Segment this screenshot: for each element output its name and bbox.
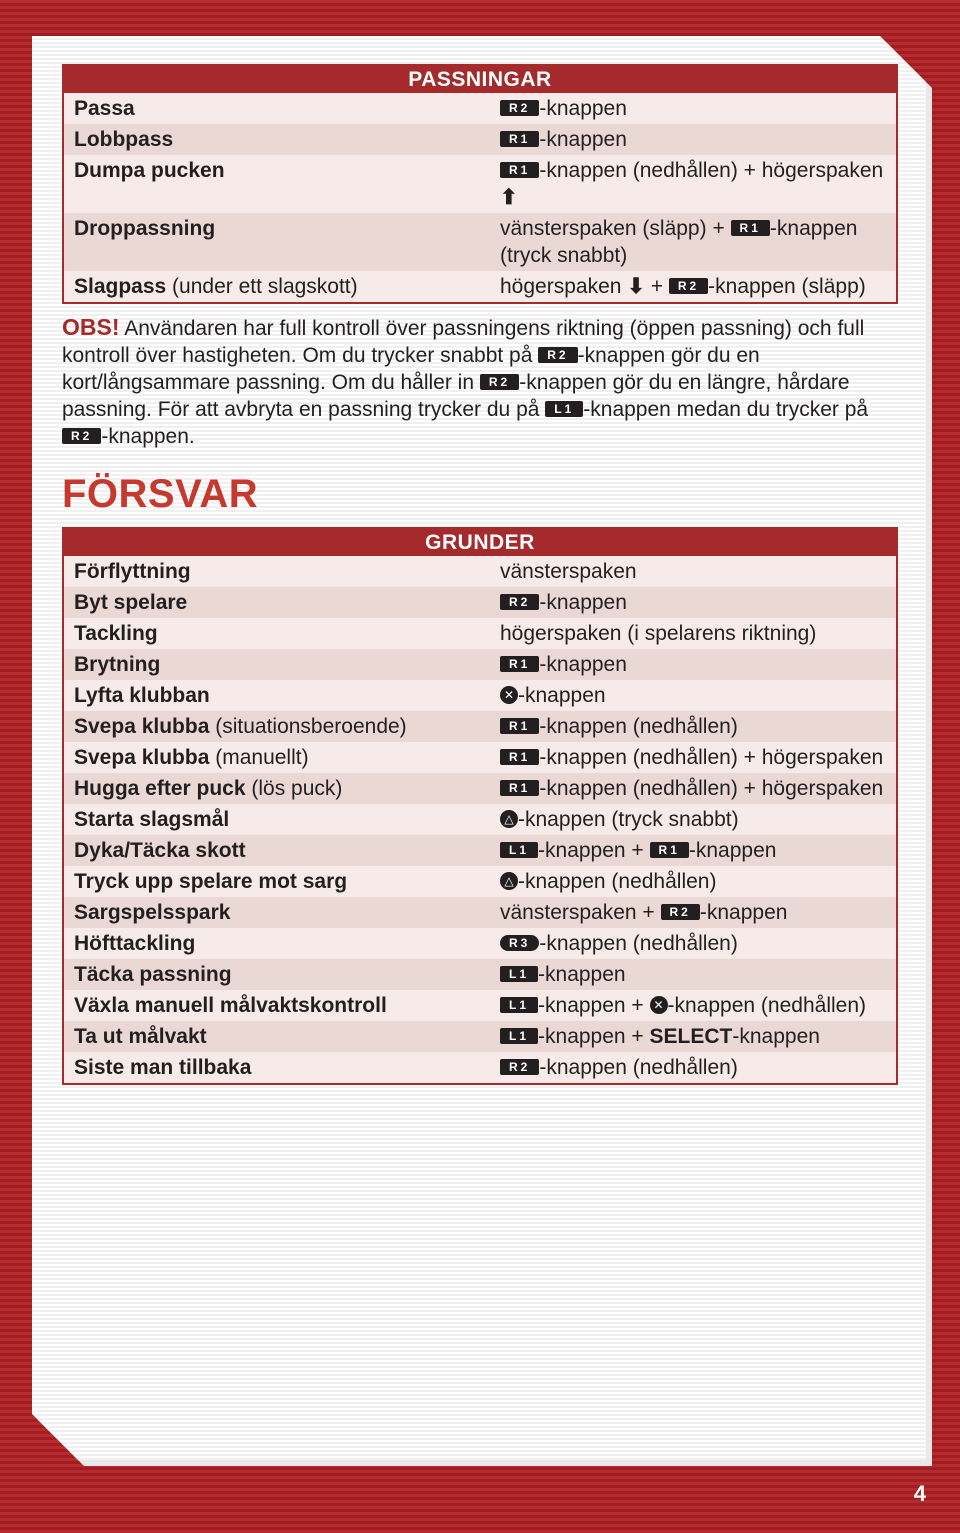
control-cell: R3 -knappen (nedhållen) xyxy=(490,928,897,959)
defense-table xyxy=(62,527,898,1085)
control-cell: △ -knappen (nedhållen) xyxy=(490,866,897,897)
action-name: Lyfta klubban xyxy=(74,684,210,707)
action-cell: Hugga efter puck (lös puck) xyxy=(63,773,490,804)
control-cell: högerspaken (i spelarens riktning) xyxy=(490,618,897,649)
action-cell xyxy=(63,897,490,928)
action-cell xyxy=(63,1052,490,1084)
control-cell: L1 -knappen + ✕ -knappen (nedhållen) xyxy=(490,990,897,1021)
button-l1-icon: L1 xyxy=(545,401,583,417)
table-row xyxy=(63,1021,897,1052)
control-cell: vänsterspaken + R2 -knappen xyxy=(490,897,897,928)
action-name: Hugga efter puck xyxy=(74,777,246,800)
button-l1-icon: L1 xyxy=(500,997,538,1013)
action-name: Tryck upp spelare mot sarg xyxy=(74,870,348,893)
control-cell: R1 -knappen (nedhållen) + högerspaken ⬆ xyxy=(490,155,897,213)
button-l1-icon: L1 xyxy=(500,842,538,858)
arrow-up-icon: ⬆ xyxy=(500,186,518,209)
control-cell: R2 -knappen xyxy=(490,587,897,618)
control-cell: L1 -knappen + SELECT-knappen xyxy=(490,1021,897,1052)
button-r2-icon: R2 xyxy=(500,594,539,610)
action-name: Växla manuell målvaktskontroll xyxy=(74,994,387,1017)
control-cell: högerspaken ⬇ + R2 -knappen (släpp) xyxy=(490,271,897,303)
button-r3-icon: R3 xyxy=(500,935,539,951)
action-cell xyxy=(63,835,490,866)
control-cell: R1 -knappen xyxy=(490,649,897,680)
triangle-button-icon: △ xyxy=(500,810,518,828)
obs-note: OBS! Användaren har full kontroll över passningens riktning (öppen passning) och full kontroll över hastigheten. Om du trycker snabbt på R2 -knappen gör du en kort/långsammare passning. Om du håller in R2 -knappen gör du en längre, hårdare passning. För att avbryta en passning trycker du på L1 -knappen medan du trycker på R2 -knappen. xyxy=(62,314,869,448)
cross-button-icon: ✕ xyxy=(500,686,518,704)
action-name: Dyka/Täcka skott xyxy=(74,839,246,862)
action-name: Svepa klubba xyxy=(74,715,210,738)
table-row xyxy=(63,804,897,835)
action-name: Slagpass xyxy=(74,275,167,298)
action-cell xyxy=(63,649,490,680)
control-cell: vänsterspaken xyxy=(490,556,897,587)
control-cell: ✕ -knappen xyxy=(490,680,897,711)
control-cell: vänsterspaken (släpp) + R1 -knappen (tryck snabbt) xyxy=(490,213,897,271)
button-r1-icon: R1 xyxy=(500,162,539,178)
button-r1-icon: R1 xyxy=(500,780,539,796)
action-name: Droppassning xyxy=(74,217,216,240)
action-cell xyxy=(63,556,490,587)
passing-table xyxy=(62,64,898,304)
table-row xyxy=(63,155,897,213)
button-r2-icon: R2 xyxy=(538,347,577,363)
action-name: Höfttackling xyxy=(74,932,196,955)
action-name: Starta slagsmål xyxy=(74,808,230,831)
table-row xyxy=(63,93,897,124)
table-row xyxy=(63,711,897,742)
table-row xyxy=(63,990,897,1021)
action-cell xyxy=(63,928,490,959)
button-r2-icon: R2 xyxy=(480,374,519,390)
action-name: Sargspelsspark xyxy=(74,901,231,924)
control-cell: R1 -knappen (nedhållen) + högerspaken xyxy=(490,742,897,773)
action-cell xyxy=(63,804,490,835)
action-cell: Svepa klubba (situationsberoende) xyxy=(63,711,490,742)
action-cell: Slagpass (under ett slagskott) xyxy=(63,271,490,303)
obs-label: OBS! xyxy=(62,314,120,340)
table-row xyxy=(63,742,897,773)
table-row xyxy=(63,649,897,680)
action-name: Dumpa pucken xyxy=(74,159,225,182)
action-name: Förflyttning xyxy=(74,560,191,583)
table-row xyxy=(63,959,897,990)
button-r2-icon: R2 xyxy=(669,278,708,294)
table-row xyxy=(63,618,897,649)
table-row xyxy=(63,556,897,587)
table-row xyxy=(63,928,897,959)
table-row xyxy=(63,897,897,928)
action-cell xyxy=(63,124,490,155)
action-name: Brytning xyxy=(74,653,161,676)
action-cell xyxy=(63,93,490,124)
table-row xyxy=(63,866,897,897)
action-name: Täcka passning xyxy=(74,963,232,986)
table-row xyxy=(63,680,897,711)
table-row xyxy=(63,213,897,271)
button-l1-icon: L1 xyxy=(500,966,538,982)
action-cell xyxy=(63,680,490,711)
action-cell xyxy=(63,990,490,1021)
table-row xyxy=(63,271,897,303)
control-cell: L1 -knappen xyxy=(490,959,897,990)
defense-table-header: GRUNDER xyxy=(63,528,897,556)
table-row xyxy=(63,124,897,155)
table-row xyxy=(63,587,897,618)
button-r1-icon: R1 xyxy=(650,842,689,858)
action-name: Passa xyxy=(74,97,135,120)
control-cell: R1 -knappen xyxy=(490,124,897,155)
button-r1-icon: R1 xyxy=(500,131,539,147)
button-r1-icon: R1 xyxy=(500,749,539,765)
button-r2-icon: R2 xyxy=(500,100,539,116)
control-cell: R2 -knappen xyxy=(490,93,897,124)
button-r2-icon: R2 xyxy=(62,428,101,444)
control-cell: L1 -knappen + R1 -knappen xyxy=(490,835,897,866)
action-cell xyxy=(63,1021,490,1052)
action-cell xyxy=(63,618,490,649)
action-cell xyxy=(63,213,490,271)
table-row xyxy=(63,773,897,804)
action-name: Ta ut målvakt xyxy=(74,1025,207,1048)
control-cell: R1 -knappen (nedhållen) xyxy=(490,711,897,742)
table-row xyxy=(63,835,897,866)
button-r2-icon: R2 xyxy=(500,1059,539,1075)
triangle-button-icon: △ xyxy=(500,872,518,890)
arrow-down-icon: ⬇ xyxy=(627,275,645,298)
action-name: Siste man tillbaka xyxy=(74,1056,252,1079)
action-cell xyxy=(63,866,490,897)
control-cell: R1 -knappen (nedhållen) + högerspaken xyxy=(490,773,897,804)
section-title-forsvar: FÖRSVAR xyxy=(62,472,259,516)
action-name: Lobbpass xyxy=(74,128,174,151)
button-r1-icon: R1 xyxy=(731,220,770,236)
content xyxy=(62,64,898,1085)
button-r2-icon: R2 xyxy=(661,904,700,920)
button-l1-icon: L1 xyxy=(500,1028,538,1044)
control-cell: R2 -knappen (nedhållen) xyxy=(490,1052,897,1084)
action-cell: Svepa klubba (manuellt) xyxy=(63,742,490,773)
cross-button-icon: ✕ xyxy=(650,996,668,1014)
passing-table-header: PASSNINGAR xyxy=(63,65,897,93)
action-name: Tackling xyxy=(74,622,158,645)
control-cell: △ -knappen (tryck snabbt) xyxy=(490,804,897,835)
action-name: Svepa klubba xyxy=(74,746,210,769)
page-number: 4 xyxy=(913,1481,926,1506)
button-r1-icon: R1 xyxy=(500,656,539,672)
table-row xyxy=(63,1052,897,1084)
action-cell xyxy=(63,959,490,990)
action-name: Byt spelare xyxy=(74,591,188,614)
select-label: SELECT xyxy=(649,1025,733,1048)
button-r1-icon: R1 xyxy=(500,718,539,734)
action-cell xyxy=(63,587,490,618)
action-cell xyxy=(63,155,490,213)
